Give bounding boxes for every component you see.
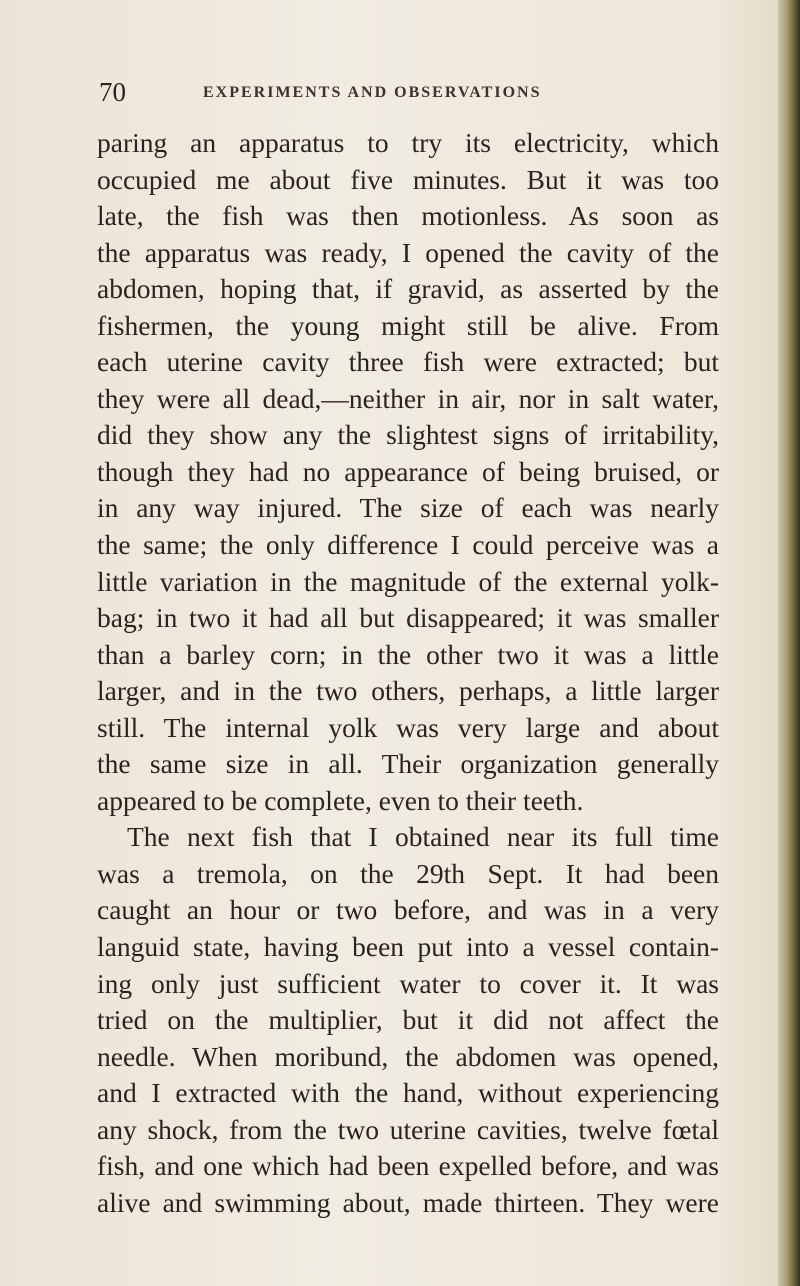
text-line: needle. When moribund, the abdomen was opened, xyxy=(97,1040,719,1072)
text-line: caught an hour or two before, and was in a very xyxy=(97,894,719,926)
text-line: though they had no appearance of being bruised, or xyxy=(97,455,719,487)
text-line: occupied me about five minutes. But it was too xyxy=(97,163,719,195)
text-line: the apparatus was ready, I opened the cavity of the xyxy=(97,236,719,268)
text-line: ing only just sufficient water to cover it. It was xyxy=(97,967,719,999)
text-line: than a barley corn; in the other two it was a little xyxy=(97,638,719,670)
text-line: and I extracted with the hand, without experiencing xyxy=(97,1077,719,1109)
text-line: any shock, from the two uterine cavities, twelve fœtal xyxy=(97,1113,719,1145)
text-line: fishermen, the young might still be alive. From xyxy=(97,309,719,341)
text-line: the same size in all. Their organization generally xyxy=(97,748,719,780)
text-line: each uterine cavity three fish were extracted; but xyxy=(97,346,719,378)
text-line: still. The internal yolk was very large and about xyxy=(97,711,719,743)
body-text xyxy=(97,125,719,1221)
text-line: did they show any the slightest signs of irritability, xyxy=(97,419,719,451)
paragraph-first-line: The next fish that I obtained near its full time xyxy=(127,821,719,853)
page-number: 70 xyxy=(99,77,126,107)
text-line: alive and swimming about, made thirteen. They were xyxy=(97,1186,719,1218)
text-line: larger, and in the two others, perhaps, a little larger xyxy=(97,675,719,707)
text-line: tried on the multiplier, but it did not affect the xyxy=(97,1004,719,1036)
page-edge-shadow xyxy=(778,0,800,1286)
text-line: fish, and one which had been expelled before, and was xyxy=(97,1150,719,1182)
text-line: bag; in two it had all but disappeared; it was smaller xyxy=(97,602,719,634)
running-head: EXPERIMENTS AND OBSERVATIONS xyxy=(203,84,542,101)
text-line: paring an apparatus to try its electricity, which xyxy=(97,127,719,158)
text-line: languid state, having been put into a vessel contain- xyxy=(97,931,719,963)
text-line: abdomen, hoping that, if gravid, as asserted by the xyxy=(97,273,719,305)
text-line: late, the fish was then motionless. As soon as xyxy=(97,200,719,232)
text-line: appeared to be complete, even to their teeth. xyxy=(97,784,584,816)
page-header xyxy=(99,78,659,106)
text-line: in any way injured. The size of each was nearly xyxy=(97,492,719,524)
text-line: the same; the only difference I could perceive was a xyxy=(97,529,719,561)
text-line: little variation in the magnitude of the external yolk- xyxy=(97,565,719,597)
text-line: they were all dead,—neither in air, nor in salt water, xyxy=(97,382,719,414)
text-line: was a tremola, on the 29th Sept. It had been xyxy=(97,857,719,889)
